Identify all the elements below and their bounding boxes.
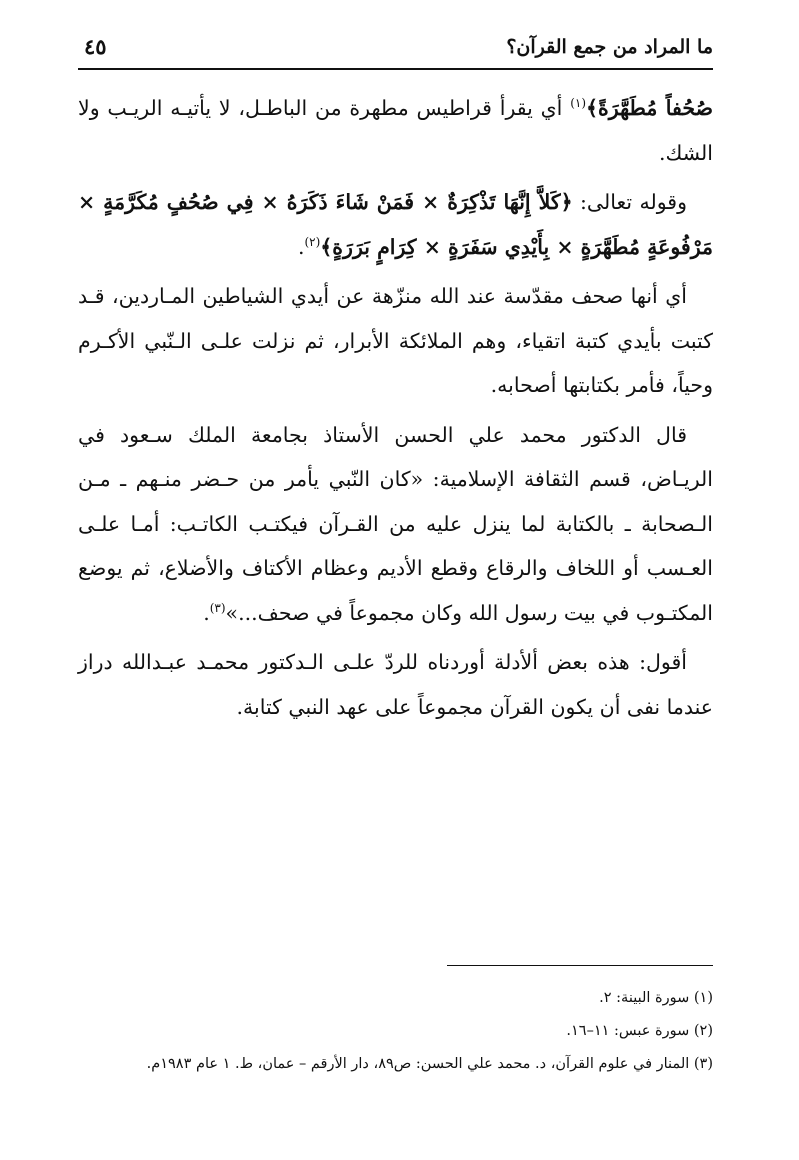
paragraph-text: أي أنها صحف مقدّسة عند الله منزّهة عن أيدي الشياطين المـاردين، قـد كتبت بأيدي كتبة اتقياء، وهم الملائكة الأبرار، ثم نزلت علـى الـنّبي الأكـرم وحياً، فأمر بكتابتها أصحابه. xyxy=(78,284,713,397)
paragraph-text: قال الدكتور محمد علي الحسن الأستاذ بجامعة الملك سـعود في الريـاض، قسم الثقافة الإسلامية: «كان النّبي يأمر من حـضر منـهم ـ مـن الـصحابة ـ بالكتابة لما ينزل عليه من القـرآن فيكتـب الكاتـب: أمـا علـى العـسب أو اللخاف والرقاع وقطع الأديم وعظام الأكتاف والأضلاع، ثم يوضع المكتـوب في بيت رسول الله وكان مجموعاً في صحف...» xyxy=(78,422,713,625)
paragraph-1 xyxy=(78,86,713,175)
paragraph-end: . xyxy=(297,234,305,259)
paragraph-4 xyxy=(78,413,713,636)
quran-verse: صُحُفاً مُطَهَّرَةً﴾ xyxy=(586,96,713,120)
page-header xyxy=(78,30,713,70)
main-text xyxy=(78,86,713,734)
paragraph-text: أقول: هذه بعض ألأدلة أوردناه للردّ علـى الـدكتور محمـد عبـدالله دراز عندما نفى أن يكون القرآن مجموعاً على عهد النبي كتابة. xyxy=(78,650,713,719)
footnote-1: (١) سورة البينة: ٢. xyxy=(599,990,713,1006)
footnote-ref-2: (٢) xyxy=(304,234,321,249)
paragraph-5 xyxy=(78,640,713,729)
paragraph-3 xyxy=(78,274,713,408)
quran-verse: ﴿كَلاَّ إِنَّهَا تَذْكِرَةٌ × فَمَنْ شَاءَ ذَكَرَهُ × فِي صُحُفٍ مُكَرَّمَةٍ × مَرْفُوعَةٍ مُطَهَّرَةٍ × بِأَيْدِي سَفَرَةٍ × كِرَامٍ بَرَرَةٍ﴾ xyxy=(78,190,713,259)
footnote-ref-3: (٣) xyxy=(209,600,226,615)
paragraph-end: . xyxy=(203,600,210,625)
footnote-2: (٢) سورة عبس: ١١–١٦. xyxy=(566,1023,713,1039)
footnote-ref-1: (١) xyxy=(570,96,587,111)
page-number: ٤٥ xyxy=(84,34,107,59)
paragraph-text: أي يقرأ قراطيس مطهرة من الباطـل، لا يأتيـه الريـب ولا الشك. xyxy=(78,96,713,165)
footnotes xyxy=(78,982,713,1081)
paragraph-intro: وقوله تعالى: xyxy=(572,190,687,214)
running-title: ما المراد من جمع القرآن؟ xyxy=(506,36,713,58)
paragraph-2 xyxy=(78,180,713,269)
footnote-3: (٣) المنار في علوم القرآن، د. محمد علي الحسن: ص٨٩، دار الأرقم – عمان، ط. ١ عام ١٩٨٣م. xyxy=(146,1056,713,1072)
footnote-divider xyxy=(447,965,713,966)
